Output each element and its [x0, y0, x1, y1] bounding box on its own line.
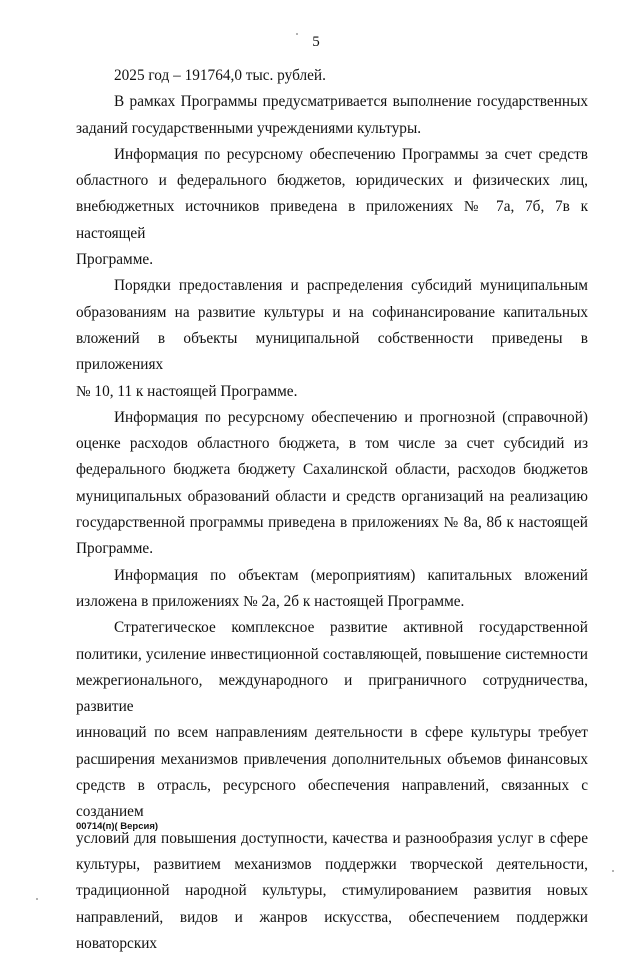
text-line: инноваций по всем направлениям деятельности в сфере культуры требует	[76, 720, 588, 746]
text-line: образованиям на развитие культуры и на софинансирование капитальных	[76, 300, 588, 326]
paragraph-subsidy-procedures	[76, 273, 588, 404]
text-line: Стратегическое комплексное развитие активной государственной	[76, 615, 588, 641]
paragraph-budget-2025	[76, 63, 588, 89]
paragraph-state-assignments	[76, 89, 588, 142]
paragraph-strategic-development	[76, 615, 588, 957]
scan-speck	[36, 898, 38, 900]
scan-speck	[612, 870, 614, 872]
text-line: Программе.	[76, 247, 588, 273]
page-number: 5	[0, 34, 632, 51]
text-line: Программе.	[76, 536, 588, 562]
text-line: традиционной народной культуры, стимулированием развития новых	[76, 878, 588, 904]
text-line: средств в отрасль, ресурсного обеспечения направлений, связанных с созданием	[76, 773, 588, 826]
text-line: межрегионального, международного и приграничного сотрудничества, развитие	[76, 668, 588, 721]
scan-speck	[296, 33, 298, 35]
paragraph-resource-provision	[76, 142, 588, 273]
text-line: заданий государственными учреждениями культуры.	[76, 116, 588, 142]
text-line: государственной программы приведена в приложениях № 8а, 8б к настоящей	[76, 510, 588, 536]
text-line: изложена в приложениях № 2а, 2б к настоящей Программе.	[76, 589, 588, 615]
text-line: Информация по объектам (мероприятиям) капитальных вложений	[76, 563, 588, 589]
text-line: направлений, видов и жанров искусства, обеспечением поддержки новаторских	[76, 905, 588, 957]
text-line: условий для повышения доступности, качества и разнообразия услуг в сфере	[76, 826, 588, 852]
text-line: областного и федерального бюджетов, юридических и физических лиц,	[76, 168, 588, 194]
text-line: культуры, развитием механизмов поддержки творческой деятельности,	[76, 852, 588, 878]
text-line: федерального бюджета бюджету Сахалинской области, расходов бюджетов	[76, 457, 588, 483]
text-line: В рамках Программы предусматривается выполнение государственных	[76, 89, 588, 115]
text-line: 2025 год – 191764,0 тыс. рублей.	[76, 63, 588, 89]
text-line: расширения механизмов привлечения дополнительных объемов финансовых	[76, 747, 588, 773]
text-line: № 10, 11 к настоящей Программе.	[76, 379, 588, 405]
text-line: Информация по ресурсному обеспечению Программы за счет средств	[76, 142, 588, 168]
paragraph-capital-investments	[76, 563, 588, 616]
text-line: вложений в объекты муниципальной собственности приведены в приложениях	[76, 326, 588, 379]
text-line: Информация по ресурсному обеспечению и прогнозной (справочной)	[76, 405, 588, 431]
text-line: внебюджетных источников приведена в приложениях № 7а, 7б, 7в к настоящей	[76, 194, 588, 247]
text-line: Порядки предоставления и распределения субсидий муниципальным	[76, 273, 588, 299]
text-line: оценке расходов областного бюджета, в том числе за счет субсидий из	[76, 431, 588, 457]
text-line: политики, усиление инвестиционной составляющей, повышение системности	[76, 642, 588, 668]
document-version-code: 00714(п)( Версия)	[76, 821, 158, 832]
text-line: муниципальных образований области и средств организаций на реализацию	[76, 484, 588, 510]
paragraph-budget-estimate	[76, 405, 588, 563]
